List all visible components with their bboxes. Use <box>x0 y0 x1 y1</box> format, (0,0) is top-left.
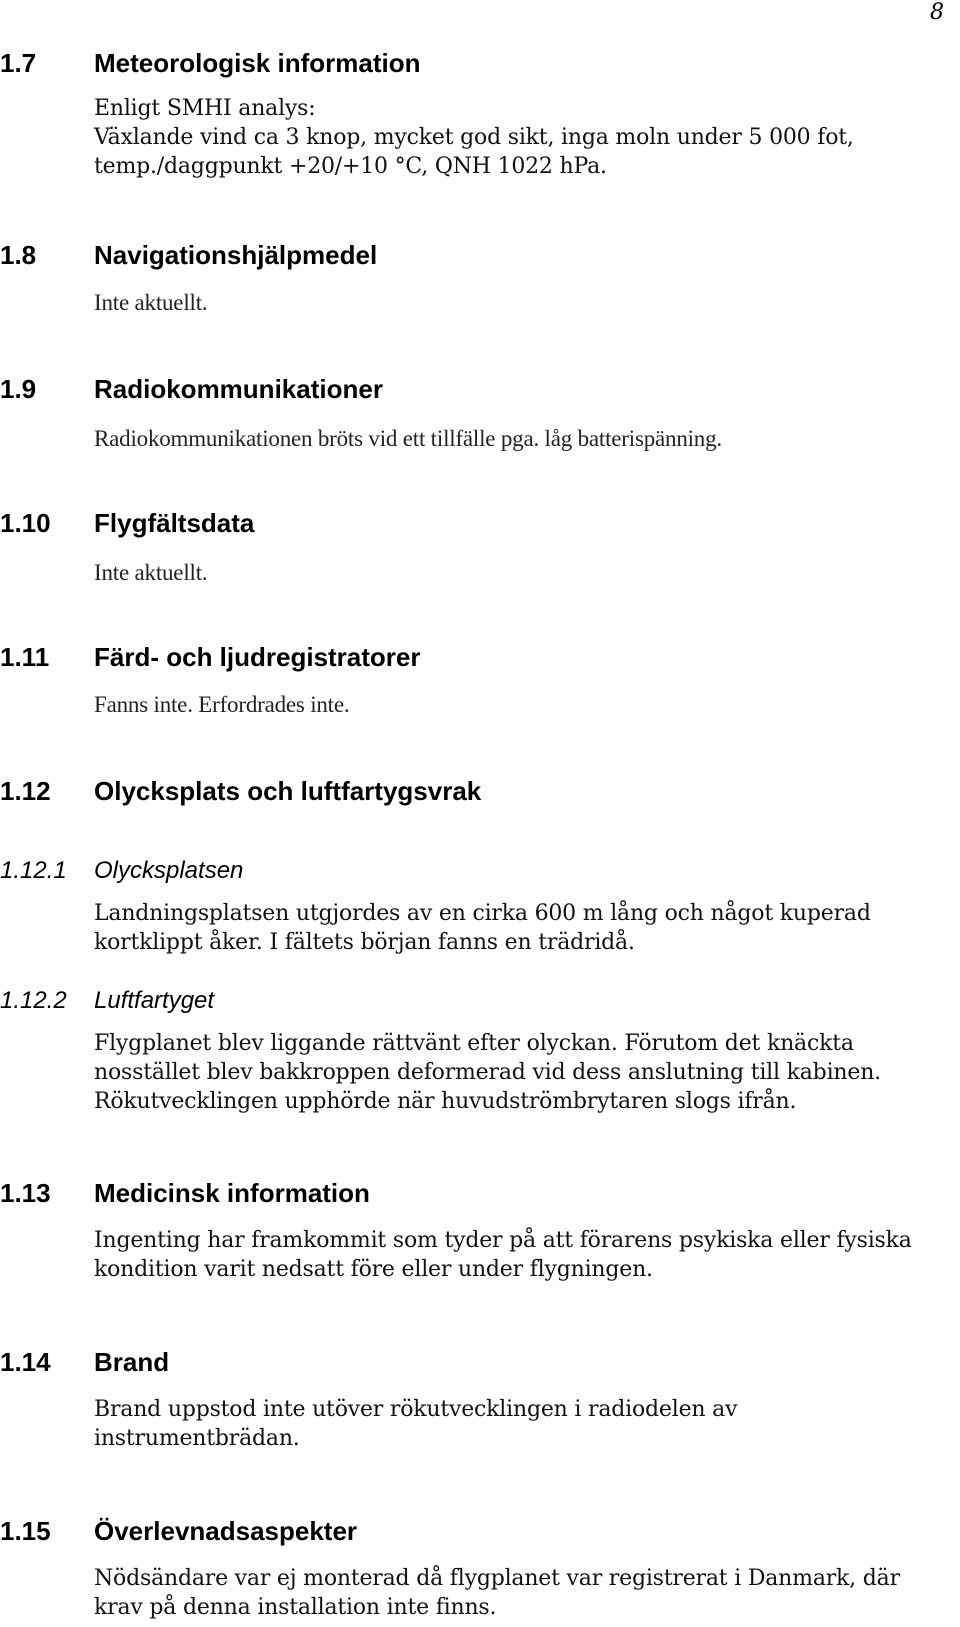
section-meteorologisk-information <box>0 48 960 181</box>
body-line: instrumentbrädan. <box>94 1426 300 1451</box>
section-radiokommunikationer <box>0 374 960 453</box>
body-line: Växlande vind ca 3 knop, mycket god sikt, inga moln under 5 000 fot, <box>94 125 854 150</box>
section-heading <box>0 240 960 270</box>
section-title: Färd- och ljudregistratorer <box>94 642 421 672</box>
section-title: Flygfältsdata <box>94 508 255 538</box>
body-line: Flygplanet blev liggande rättvänt efter olyckan. Förutom det knäckta <box>94 1031 854 1056</box>
section-title: Olycksplats och luftfartygsvrak <box>94 776 482 806</box>
subsection-number: 1.12.2 <box>0 987 67 1014</box>
body-line: Inte aktuellt. <box>94 290 208 315</box>
section-number: 1.11 <box>0 642 50 672</box>
subsection-number: 1.12.1 <box>0 857 67 884</box>
section-body <box>94 1564 934 1622</box>
section-brand <box>0 1347 960 1453</box>
section-heading <box>0 374 960 404</box>
section-medicinsk-information <box>0 1178 960 1284</box>
section-heading <box>0 1516 960 1546</box>
section-heading <box>0 508 960 538</box>
section-body <box>94 899 934 957</box>
section-number: 1.14 <box>0 1347 51 1377</box>
section-body <box>94 1395 934 1453</box>
section-title: Överlevnadsaspekter <box>94 1516 358 1546</box>
section-heading <box>0 1178 960 1208</box>
body-line: Rökutvecklingen upphörde när huvudströmbrytaren slogs ifrån. <box>94 1089 797 1114</box>
page-number: 8 <box>930 0 944 25</box>
section-body <box>94 1029 934 1116</box>
section-heading <box>0 1347 960 1377</box>
section-body <box>94 558 934 587</box>
subsection-olycksplatsen <box>0 857 960 957</box>
section-number: 1.12 <box>0 776 51 806</box>
section-heading <box>0 48 960 78</box>
body-line: Landningsplatsen utgjordes av en cirka 600 m lång och något kuperad <box>94 901 871 926</box>
body-line: kortklippt åker. I fältets början fanns en trädridå. <box>94 930 635 955</box>
body-line: nosstället blev bakkroppen deformerad vid dess anslutning till kabinen. <box>94 1060 881 1085</box>
section-number: 1.10 <box>0 508 51 538</box>
section-body <box>94 94 934 181</box>
body-line: temp./daggpunkt +20/+10 °C, QNH 1022 hPa. <box>94 154 607 179</box>
section-title: Brand <box>94 1347 170 1377</box>
subsection-luftfartyget <box>0 987 960 1116</box>
section-title: Medicinsk information <box>94 1178 370 1208</box>
body-line: Nödsändare var ej monterad då flygplanet var registrerat i Danmark, där <box>94 1566 900 1591</box>
body-line: kondition varit nedsatt före eller under flygningen. <box>94 1257 653 1282</box>
subsection-title: Olycksplatsen <box>94 857 244 884</box>
section-fard-och-ljudregistratorer <box>0 642 960 719</box>
section-heading <box>0 776 960 806</box>
section-heading <box>0 642 960 672</box>
section-olycksplats-och-luftfartygsvrak <box>0 776 960 806</box>
section-number: 1.7 <box>0 48 37 78</box>
section-number: 1.8 <box>0 240 37 270</box>
body-line: Fanns inte. Erfordrades inte. <box>94 692 350 717</box>
subsection-heading <box>0 987 960 1015</box>
section-body <box>94 690 934 719</box>
body-line: krav på denna installation inte finns. <box>94 1595 497 1620</box>
section-body <box>94 288 934 317</box>
section-body <box>94 1226 934 1284</box>
section-navigationshjalpmedel <box>0 240 960 317</box>
section-body <box>94 424 934 453</box>
subsection-heading <box>0 857 960 885</box>
section-overlevnadsaspekter <box>0 1516 960 1622</box>
section-title: Meteorologisk information <box>94 48 421 78</box>
section-flygfaltsdata <box>0 508 960 587</box>
body-line: Brand uppstod inte utöver rökutvecklingen i radiodelen av <box>94 1397 738 1422</box>
body-line: Inte aktuellt. <box>94 560 208 585</box>
body-line: Radiokommunikationen bröts vid ett tillfälle pga. låg batterispänning. <box>94 426 722 451</box>
body-line: Enligt SMHI analys: <box>94 96 316 121</box>
section-number: 1.15 <box>0 1516 51 1546</box>
subsection-title: Luftfartyget <box>94 987 215 1014</box>
body-line: Ingenting har framkommit som tyder på att förarens psykiska eller fysiska <box>94 1228 912 1253</box>
section-number: 1.9 <box>0 374 37 404</box>
section-title: Radiokommunikationer <box>94 374 383 404</box>
section-title: Navigationshjälpmedel <box>94 240 378 270</box>
section-number: 1.13 <box>0 1178 51 1208</box>
